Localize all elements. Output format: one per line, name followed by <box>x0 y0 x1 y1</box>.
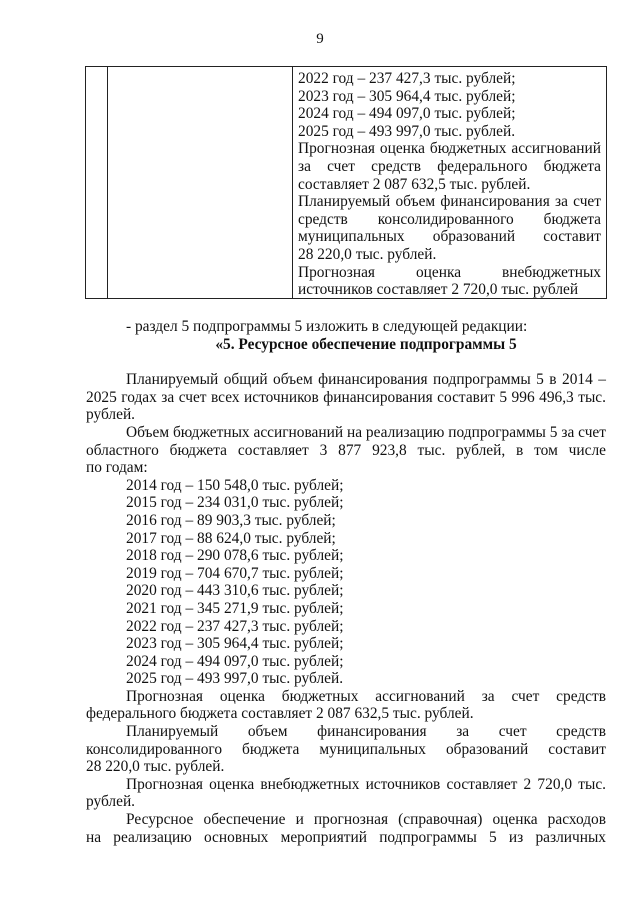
table-column-divider <box>107 67 108 298</box>
table-year-line: 2023 год – 305 964,4 тыс. рублей; <box>298 87 516 105</box>
table-municipal-line: Планируемый объем финансирования за счет <box>298 193 601 211</box>
funding-table <box>85 66 607 299</box>
table-column-divider <box>292 67 293 298</box>
document-body <box>86 318 606 846</box>
paragraph-municipal-line: Планируемый объем финансирования за счет средств <box>126 723 606 741</box>
paragraph-municipal-line: консолидированного бюджета муниципальных образований составит <box>86 740 606 758</box>
year-funding-line: 2023 год – 305 964,4 тыс. рублей; <box>126 635 344 653</box>
paragraph-federal-line: федерального бюджета составляет 2 087 632,5 тыс. рублей. <box>86 705 474 723</box>
instruction-line: - раздел 5 подпрограммы 5 изложить в следующей редакции: <box>126 318 528 335</box>
table-year-line: 2024 год – 494 097,0 тыс. рублей; <box>298 105 516 123</box>
paragraph-extrabudget-line: рублей. <box>86 793 136 811</box>
paragraph-extrabudget-line: Прогнозная оценка внебюджетных источников составляет 2 720,0 тыс. <box>126 775 606 793</box>
paragraph-federal-line: Прогнозная оценка бюджетных ассигнований за счет средств <box>126 687 606 705</box>
year-funding-line: 2018 год – 290 078,6 тыс. рублей; <box>126 547 344 565</box>
table-federal-line: за счет средств федерального бюджета <box>298 157 601 175</box>
year-funding-line: 2020 год – 443 310,6 тыс. рублей; <box>126 582 344 600</box>
paragraph-regional-line: Объем бюджетных ассигнований на реализацию подпрограммы 5 за счет <box>126 423 606 441</box>
paragraph-total-line: Планируемый общий объем финансирования подпрограммы 5 в 2014 – <box>126 371 606 389</box>
table-municipal-line: 28 220,0 тыс. рублей. <box>298 245 437 263</box>
paragraph-regional-line: областного бюджета составляет 3 877 923,8 тыс. рублей, в том числе <box>86 441 606 459</box>
table-extrabudget-line: источников составляет 2 720,0 тыс. рублей <box>298 281 579 299</box>
paragraph-total-line: 2025 годах за счет всех источников финансирования составит 5 996 496,3 тыс. <box>86 388 606 406</box>
table-year-line: 2022 год – 237 427,3 тыс. рублей; <box>298 70 516 87</box>
year-funding-line: 2024 год – 494 097,0 тыс. рублей; <box>126 652 344 670</box>
year-funding-line: 2015 год – 234 031,0 тыс. рублей; <box>126 494 344 512</box>
paragraph-total-line: рублей. <box>86 406 136 424</box>
year-funding-line: 2021 год – 345 271,9 тыс. рублей; <box>126 599 344 617</box>
year-funding-line: 2022 год – 237 427,3 тыс. рублей; <box>126 617 344 635</box>
year-funding-line: 2017 год – 88 624,0 тыс. рублей; <box>126 529 336 547</box>
page-number: 9 <box>316 31 324 47</box>
table-funding-cell <box>298 70 601 299</box>
table-municipal-line: средств консолидированного бюджета <box>298 210 601 228</box>
year-funding-line: 2025 год – 493 997,0 тыс. рублей. <box>126 670 344 688</box>
table-federal-line: Прогнозная оценка бюджетных ассигнований <box>298 140 601 158</box>
paragraph-regional-line: по годам: <box>86 459 148 477</box>
section-heading: «5. Ресурсное обеспечение подпрограммы 5 <box>215 335 517 353</box>
table-year-line: 2025 год – 493 997,0 тыс. рублей. <box>298 122 516 140</box>
table-federal-line: составляет 2 087 632,5 тыс. рублей. <box>298 175 531 193</box>
paragraph-resource-line: Ресурсное обеспечение и прогнозная (справочная) оценка расходов <box>126 811 606 829</box>
year-funding-line: 2019 год – 704 670,7 тыс. рублей; <box>126 564 344 582</box>
paragraph-municipal-line: 28 220,0 тыс. рублей. <box>86 758 225 776</box>
table-extrabudget-line: Прогнозная оценка внебюджетных <box>298 263 601 281</box>
table-municipal-line: муниципальных образований составит <box>298 228 601 246</box>
year-funding-line: 2016 год – 89 903,3 тыс. рублей; <box>126 511 336 529</box>
paragraph-resource-line: на реализацию основных мероприятий подпрограммы 5 из различных <box>86 828 606 846</box>
year-funding-line: 2014 год – 150 548,0 тыс. рублей; <box>126 476 344 494</box>
